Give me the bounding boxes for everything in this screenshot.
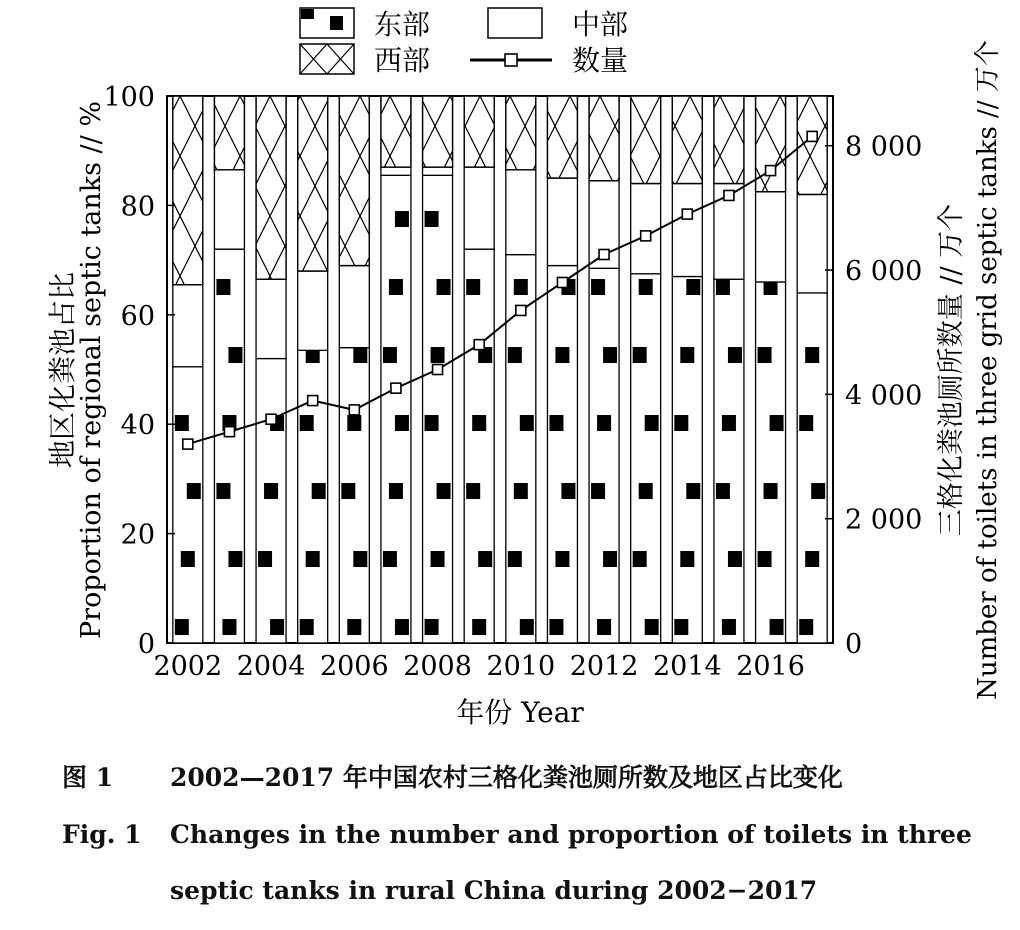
right-tick-label: 4 000 <box>845 380 923 412</box>
bar-middle-2010 <box>506 170 536 255</box>
right-axis-title-en: Number of toilets in three grid septic tanks // 万个 <box>973 40 1003 700</box>
bar-east-marker <box>811 483 825 499</box>
legend-swatch-east-mark <box>330 16 343 30</box>
bar-east-2017 <box>797 293 827 643</box>
bar-east-2016 <box>756 282 786 643</box>
legend-label-west: 西部 <box>374 44 431 77</box>
bar-east-2004 <box>256 359 286 643</box>
bar-east-marker <box>425 211 439 227</box>
legend-swatch-east-mark <box>301 9 314 19</box>
bar-east-marker <box>478 551 492 567</box>
count-point-2013 <box>641 231 651 241</box>
bar-east-marker <box>799 619 813 635</box>
bar-east-2008 <box>423 175 453 643</box>
bar-west-2011 <box>547 96 577 178</box>
left-tick-label: 60 <box>120 300 155 332</box>
right-axis-title-zh: 三格化粪池厕所数量 // 万个 <box>936 203 967 537</box>
caption-zh-text: 2002—2017 年中国农村三格化粪池厕所数及地区占比变化 <box>170 763 843 792</box>
bar-middle-2007 <box>381 167 411 175</box>
bar-east-marker <box>686 279 700 295</box>
legend-swatch-middle <box>488 8 542 38</box>
bar-east-marker <box>425 415 439 431</box>
caption-zh-number: 图 1 <box>62 763 114 792</box>
caption-en-number: Fig. 1 <box>62 820 142 849</box>
bar-east-marker <box>603 347 617 363</box>
bar-middle-2009 <box>464 167 494 249</box>
bar-east-marker <box>728 551 742 567</box>
bar-east-marker <box>395 211 409 227</box>
bar-east-marker <box>764 483 778 499</box>
count-point-2008 <box>433 365 443 375</box>
bar-west-2014 <box>672 96 702 184</box>
bar-east-marker <box>187 483 201 499</box>
bar-east-marker <box>353 551 367 567</box>
bar-west-2009 <box>464 96 494 167</box>
bar-middle-2006 <box>339 266 369 348</box>
bar-east-marker <box>758 551 772 567</box>
bar-east-marker <box>472 619 486 635</box>
bar-east-2012 <box>589 268 619 643</box>
bar-east-marker <box>514 279 528 295</box>
bar-east-marker <box>216 483 230 499</box>
bar-east-marker <box>228 347 242 363</box>
bar-east-marker <box>425 619 439 635</box>
count-point-2002 <box>183 439 193 449</box>
bar-east-marker <box>603 551 617 567</box>
count-point-2014 <box>682 209 692 219</box>
bar-east-marker <box>466 279 480 295</box>
bar-east-2009 <box>464 249 494 643</box>
bar-east-marker <box>591 483 605 499</box>
bar-middle-2004 <box>256 279 286 358</box>
bar-east-marker <box>758 347 772 363</box>
x-tick-label: 2006 <box>319 651 389 682</box>
legend-label-east: 东部 <box>374 8 431 41</box>
bar-east-marker <box>395 415 409 431</box>
bar-east-marker <box>520 415 534 431</box>
x-tick-label: 2010 <box>486 651 556 682</box>
bar-east-2015 <box>714 279 744 643</box>
bar-east-2003 <box>214 249 244 643</box>
bar-east-2002 <box>173 367 203 643</box>
bar-east-marker <box>383 551 397 567</box>
bar-west-2003 <box>214 96 244 170</box>
bar-middle-2016 <box>756 192 786 282</box>
bar-east-marker <box>805 551 819 567</box>
bar-east-marker <box>716 279 730 295</box>
bar-east-marker <box>175 619 189 635</box>
bar-east-marker <box>341 483 355 499</box>
left-tick-label: 0 <box>137 629 155 660</box>
bar-east-marker <box>306 551 320 567</box>
left-axis-title-zh: 地区化粪池占比 <box>46 271 79 469</box>
figure-caption-en <box>62 820 1020 849</box>
bar-east-marker <box>389 483 403 499</box>
right-tick-label: 0 <box>845 629 863 660</box>
bar-east-marker <box>680 551 694 567</box>
bar-east-marker <box>686 483 700 499</box>
left-tick-label: 40 <box>120 410 155 442</box>
bar-east-marker <box>300 415 314 431</box>
bar-east-marker <box>722 415 736 431</box>
x-tick-label: 2002 <box>153 651 223 682</box>
right-tick-label: 2 000 <box>845 504 923 536</box>
bar-east-marker <box>633 347 647 363</box>
count-point-2010 <box>516 305 526 315</box>
bar-east-marker <box>472 415 486 431</box>
bar-east-marker <box>674 619 688 635</box>
x-tick-label: 2016 <box>736 651 805 682</box>
left-tick-label: 20 <box>120 519 155 551</box>
figure-caption-en-line2 <box>170 876 1020 905</box>
bar-east-marker <box>383 347 397 363</box>
bar-east-marker <box>633 551 647 567</box>
left-tick-label: 80 <box>120 191 155 223</box>
bar-east-marker <box>389 279 403 295</box>
bar-east-2014 <box>672 277 702 643</box>
count-point-2009 <box>474 340 484 350</box>
bar-east-marker <box>805 347 819 363</box>
count-point-2007 <box>391 383 401 393</box>
bar-middle-2017 <box>797 194 827 292</box>
bar-east-marker <box>508 347 522 363</box>
bar-west-2008 <box>423 96 453 167</box>
count-point-2006 <box>349 405 359 415</box>
bar-east-marker <box>555 347 569 363</box>
bar-east-marker <box>431 551 445 567</box>
bar-east-marker <box>431 347 445 363</box>
bar-east-marker <box>770 415 784 431</box>
bar-east-marker <box>181 551 195 567</box>
bar-east-marker <box>353 347 367 363</box>
bar-east-marker <box>264 483 278 499</box>
bar-east-marker <box>549 415 563 431</box>
bar-east-marker <box>716 483 730 499</box>
bar-east-marker <box>347 415 361 431</box>
legend-label-middle: 中部 <box>572 8 629 41</box>
caption-en-text-line1: Changes in the number and proportion of toilets in three <box>170 820 972 849</box>
legend-swatch-west <box>300 44 354 74</box>
bar-east-marker <box>520 619 534 635</box>
count-point-2003 <box>224 427 234 437</box>
count-point-2004 <box>266 414 276 424</box>
bar-east-marker <box>228 551 242 567</box>
bar-east-marker <box>437 483 451 499</box>
bar-east-marker <box>680 347 694 363</box>
bar-east-marker <box>222 619 236 635</box>
legend-swatch-count-marker <box>505 54 517 66</box>
bar-east-marker <box>561 483 575 499</box>
bar-east-2011 <box>547 266 577 643</box>
bar-middle-2003 <box>214 170 244 249</box>
bar-west-2010 <box>506 96 536 170</box>
bar-east-marker <box>258 551 272 567</box>
bar-east-marker <box>466 483 480 499</box>
bar-west-2006 <box>339 96 369 266</box>
legend-label-count: 数量 <box>572 44 629 77</box>
bar-east-marker <box>597 415 611 431</box>
bar-east-marker <box>674 415 688 431</box>
bar-east-2013 <box>631 274 661 643</box>
bar-east-marker <box>645 619 659 635</box>
bar-east-marker <box>597 619 611 635</box>
bar-east-marker <box>312 483 326 499</box>
bar-east-marker <box>728 347 742 363</box>
bar-middle-2014 <box>672 184 702 277</box>
bar-east-marker <box>300 619 314 635</box>
bar-east-marker <box>216 279 230 295</box>
x-tick-label: 2012 <box>569 651 639 682</box>
bar-west-2002 <box>173 96 203 285</box>
count-point-2005 <box>308 396 318 406</box>
bar-west-2013 <box>631 96 661 184</box>
bar-west-2004 <box>256 96 286 279</box>
bar-east-marker <box>799 415 813 431</box>
right-tick-label: 6 000 <box>845 256 923 288</box>
bar-east-marker <box>639 279 653 295</box>
bar-east-marker <box>722 619 736 635</box>
bar-east-marker <box>770 619 784 635</box>
bar-west-2012 <box>589 96 619 181</box>
bar-east-marker <box>514 483 528 499</box>
bar-middle-2008 <box>423 167 453 175</box>
x-tick-label: 2008 <box>403 651 472 682</box>
bar-middle-2002 <box>173 285 203 367</box>
count-point-2012 <box>599 250 609 260</box>
bar-middle-2013 <box>631 184 661 274</box>
count-point-2015 <box>724 190 734 200</box>
bar-middle-2005 <box>298 271 328 350</box>
bar-east-marker <box>508 551 522 567</box>
count-point-2017 <box>807 131 817 141</box>
bar-west-2015 <box>714 96 744 184</box>
bar-west-2005 <box>298 96 328 271</box>
x-axis-title: 年份 Year <box>456 696 584 729</box>
count-point-2011 <box>557 277 567 287</box>
bar-east-marker <box>175 415 189 431</box>
x-tick-label: 2014 <box>652 651 722 682</box>
bar-east-marker <box>395 619 409 635</box>
right-tick-label: 8 000 <box>845 131 923 163</box>
figure-caption-zh <box>62 758 1020 794</box>
bar-west-2007 <box>381 96 411 167</box>
bar-east-marker <box>639 483 653 499</box>
bar-east-marker <box>549 619 563 635</box>
count-point-2016 <box>766 166 776 176</box>
left-tick-label: 100 <box>103 82 155 113</box>
left-axis-title-en: Proportion of regional septic tanks // % <box>76 101 107 639</box>
x-tick-label: 2004 <box>236 651 306 682</box>
bar-middle-2011 <box>547 178 577 266</box>
bar-east-marker <box>645 415 659 431</box>
bar-east-marker <box>270 619 284 635</box>
caption-en-text-line2: septic tanks in rural China during 2002−2017 <box>170 876 818 905</box>
bar-east-marker <box>347 619 361 635</box>
bar-east-marker <box>555 551 569 567</box>
bar-east-2007 <box>381 175 411 643</box>
bar-east-marker <box>437 279 451 295</box>
bar-east-marker <box>591 279 605 295</box>
